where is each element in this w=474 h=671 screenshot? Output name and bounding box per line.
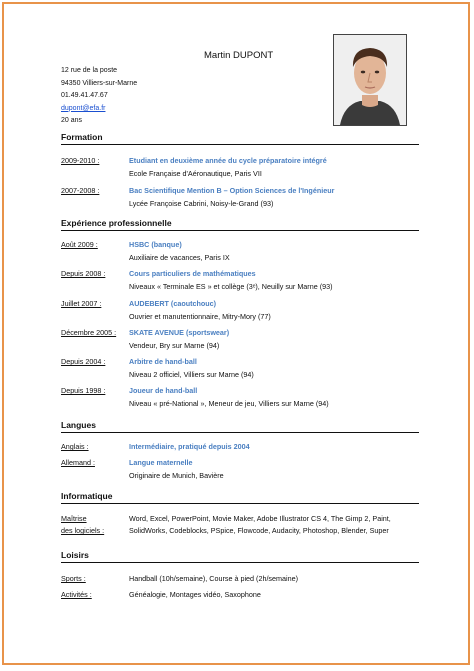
entry-detail: Originaire de Munich, Bavière [129, 471, 224, 480]
entry-title: Arbitre de hand-ball [129, 357, 197, 366]
entry-date: Août 2009 : [61, 240, 98, 249]
section-experience [61, 218, 419, 231]
section-title-formation: Formation [61, 132, 419, 145]
section-informatique [61, 491, 419, 504]
entry-title: AUDEBERT (caoutchouc) [129, 299, 217, 308]
section-langues [61, 420, 419, 433]
entry-date: Depuis 1998 : [61, 386, 106, 395]
entry-label: Allemand : [61, 458, 95, 467]
section-loisirs [61, 550, 419, 563]
entry-date: Depuis 2008 : [61, 269, 106, 278]
entry-title: Joueur de hand-ball [129, 386, 198, 395]
entry-detail: Auxiliaire de vacances, Paris IX [129, 253, 230, 262]
entry-title: SKATE AVENUE (sportswear) [129, 328, 230, 337]
entry-date: 2007-2008 : [61, 186, 100, 195]
entry-label: Activités : [61, 590, 92, 599]
section-formation [61, 132, 419, 145]
entry-detail: Handball (10h/semaine), Course à pied (2h/semaine) [129, 574, 298, 583]
entry-date: Depuis 2004 : [61, 357, 106, 366]
entry-detail: Lycée Françoise Cabrini, Noisy-le-Grand (93) [129, 199, 274, 208]
entry-detail: Ouvrier et manutentionnaire, Mitry-Mory (77) [129, 312, 271, 321]
entry-label: Maîtrise [61, 514, 87, 523]
entry-title: HSBC (banque) [129, 240, 182, 249]
entry-label: Sports : [61, 574, 86, 583]
full-name: Martin DUPONT [204, 50, 274, 61]
cv-page [2, 2, 470, 665]
software-list-line-1: Word, Excel, PowerPoint, Movie Maker, Adobe Illustrator CS 4, The Gimp 2, Paint, [129, 514, 391, 523]
address: 12 rue de la poste [61, 67, 118, 74]
entry-detail: Niveau 2 officiel, Villiers sur Marne (94) [129, 370, 254, 379]
phone: 01.49.41.47.67 [61, 92, 108, 99]
portrait-image [334, 35, 406, 125]
section-title-experience: Expérience professionnelle [61, 218, 419, 231]
entry-detail: Niveaux « Terminale ES » et collège (3ᵉ), Neuilly sur Marne (93) [129, 282, 333, 291]
section-title-langues: Langues [61, 420, 419, 433]
entry-detail: Vendeur, Bry sur Marne (94) [129, 341, 220, 350]
entry-detail: Niveau « pré-National », Meneur de jeu, Villiers sur Marne (94) [129, 399, 329, 408]
section-title-loisirs: Loisirs [61, 550, 419, 563]
entry-title: Langue maternelle [129, 458, 193, 467]
entry-date: Décembre 2005 : [61, 328, 117, 337]
city: 94350 Villiers-sur-Marne [61, 79, 138, 87]
entry-title: Cours particuliers de mathématiques [129, 269, 256, 278]
profile-photo [333, 34, 407, 126]
entry-title: Bac Scientifique Mention B – Option Sciences de l'Ingénieur [129, 186, 335, 195]
entry-detail: Généalogie, Montages vidéo, Saxophone [129, 590, 261, 599]
entry-date: Juillet 2007 : [61, 299, 102, 308]
section-title-informatique: Informatique [61, 491, 419, 504]
entry-detail: Ecole Française d'Aéronautique, Paris VII [129, 169, 262, 178]
age: 20 ans [61, 117, 83, 124]
entry-title: Etudiant en deuxième année du cycle préparatoire intégré [129, 156, 327, 165]
email-link[interactable]: dupont@efa.fr [61, 104, 106, 112]
entry-label-2: des logiciels : [61, 526, 105, 535]
contact-block [61, 65, 137, 128]
entry-title: Intermédiaire, pratiqué depuis 2004 [129, 442, 250, 451]
software-list-line-2: SolidWorks, Codeblocks, PSpice, Flowcode, Audacity, Photoshop, Blender, Super [129, 526, 389, 535]
entry-date: 2009-2010 : [61, 156, 100, 165]
entry-label: Anglais : [61, 442, 89, 451]
